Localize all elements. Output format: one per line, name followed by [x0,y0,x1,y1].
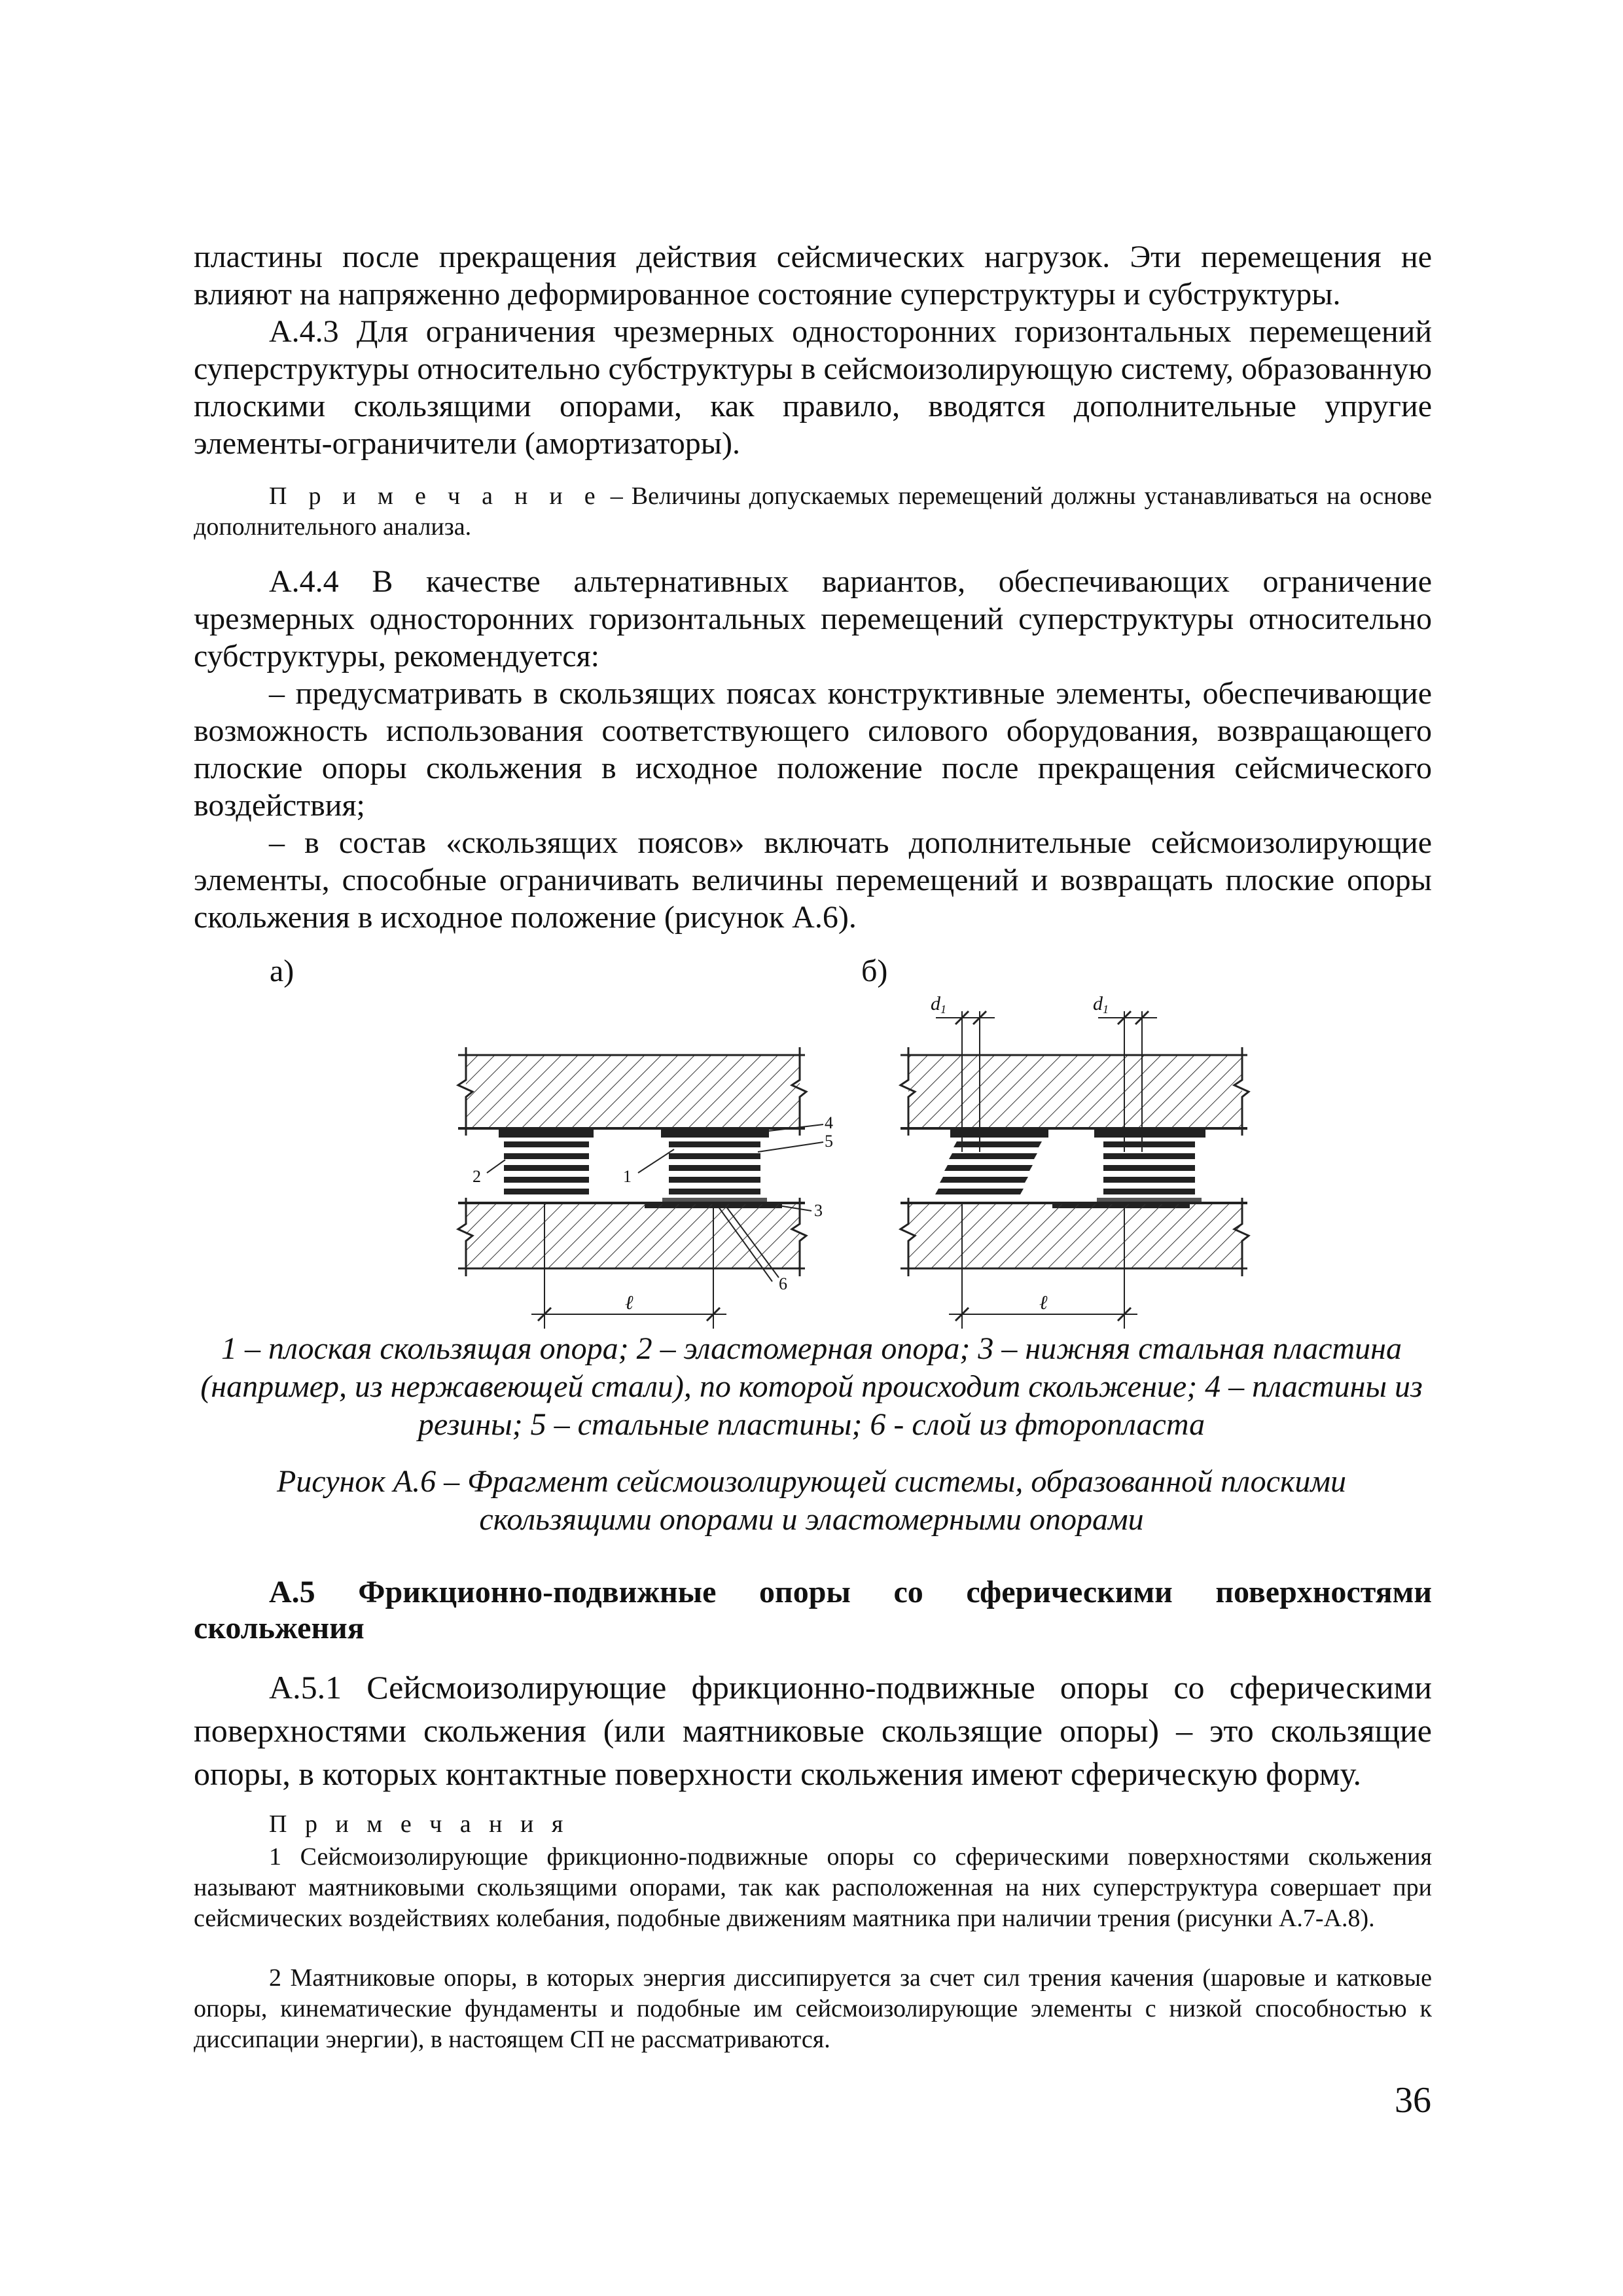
notes-title: П р и м е ч а н и я [269,1810,569,1838]
figure-label-b: б) [861,954,888,988]
label-4: 4 [825,1113,833,1132]
dim-d1-right [1093,993,1109,1016]
panel-b-top-plate-right [1094,1128,1205,1138]
label-3: 3 [814,1201,823,1220]
note-1: 1 Сейсмоизолирующие фрикционно-подвижные опоры со сферическими поверхностями скольжения называют маятниковыми скользящими опорами, так как расположенная на них суперструктура совершает при сейсмических воздействиях колебания, подобные движениям маятника при наличии трения (рисунки А.7-А.8). [194,1843,1432,1932]
panel-a-top-plate-right [661,1128,769,1138]
note-label: П р и м е ч а н и е [269,482,602,510]
paragraph-a-5-1: А.5.1 Сейсмоизолирующие фрикционно-подвижные опоры со сферическими поверхностями скольжения (или маятниковые скользящие опоры) – это скользящие опоры, в которых контактные поверхности скольжения имеют сферическую форму. [194,1669,1432,1792]
paragraph-a-4-4: А.4.4 В качестве альтернативных вариантов, обеспечивающих ограничение чрезмерных односторонних горизонтальных перемещений суперструктуры относительно субструктуры, рекомендуется: [194,564,1432,673]
dim-l-b: ℓ [1039,1292,1048,1314]
label-6: 6 [779,1274,787,1293]
dim-d1-left-d: d [931,993,940,1014]
label-5: 5 [825,1132,833,1151]
panel-a-upper-slab [466,1055,800,1128]
panel-b-upper-slab [908,1055,1242,1128]
dim-d1-right-d: d [1093,993,1103,1014]
list-item-1: – предусматривать в скользящих поясах конструктивные элементы, обеспечивающие возможность использования соответствующего силового оборудования, возвращающего плоские опоры скольжения в исходное положение после прекращения сейсмического воздействия; [194,676,1432,823]
dim-d1-left [931,993,946,1016]
note-2: 2 Маятниковые опоры, в которых энергия диссипируется за счет сил трения качения (шаровые и катковые опоры, кинематические фундаменты и подобные им сейсмоизолирующие элементы с низкой способностью к диссипации энергии), в настоящем СП не рассматриваются. [194,1964,1432,2053]
panel-b-top-plate-left [950,1128,1048,1138]
panel-a-sliding-bearing [662,1141,767,1203]
panel-a-top-plate-left [499,1128,594,1138]
section-heading-a5: А.5 Фрикционно-подвижные опоры со сферическими поверхностями скольжения [194,1575,1432,1645]
page-number: 36 [1395,2080,1431,2121]
panel-b-sliding-bearing [1097,1141,1202,1203]
note-text: – Величины допускаемых перемещений должны устанавливаться на основе дополнительного анализа. [194,482,1432,541]
paragraph-a-4-3: А.4.3 Для ограничения чрезмерных односторонних горизонтальных перемещений суперструктуры относительно субструктуры в сейсмоизолирующую систему, образованную плоскими скользящими опорами, как правило, вводятся дополнительные упругие элементы-ограничители (амортизаторы). [194,314,1432,461]
figure-legend: 1 – плоская скользящая опора; 2 – эластомерная опора; 3 – нижняя стальная пластина (например, из нержавеющей стали), по которой происходит скольжение; 4 – пластины из резины; 5 – стальные пластины; 6 - слой из фторопласта [200,1331,1423,1442]
figure-caption: Рисунок А.6 – Фрагмент сейсмоизолирующей системы, образованной плоскими скользящими опорами и эластомерными опорами [276,1464,1347,1537]
dim-l-a: ℓ [625,1292,633,1314]
panel-b [901,1011,1249,1329]
panel-b-deformed-elastomeric-bearing [935,1141,1042,1194]
panel-a-lower-slab [466,1203,800,1268]
panel-b-lower-slab [908,1203,1242,1268]
label-1: 1 [623,1167,632,1186]
dim-d1-right-sub: 1 [1103,1003,1109,1016]
list-item-2: – в состав «скользящих поясов» включать дополнительные сейсмоизолирующие элементы, способные ограничивать величины перемещений и возвращать плоские опоры скольжения в исходное положение (рисунок А.6). [194,825,1432,935]
dim-d1-left-sub: 1 [940,1003,946,1016]
figure-label-a: а) [270,954,294,988]
panel-a-elastomeric-bearing [504,1141,589,1194]
panel-a [458,1047,823,1329]
label-2: 2 [473,1167,481,1186]
paragraph-continuation: пластины после прекращения действия сейсмических нагрузок. Эти перемещения не влияют на напряженно деформированное состояние суперструктуры и субструктуры. [194,240,1432,312]
